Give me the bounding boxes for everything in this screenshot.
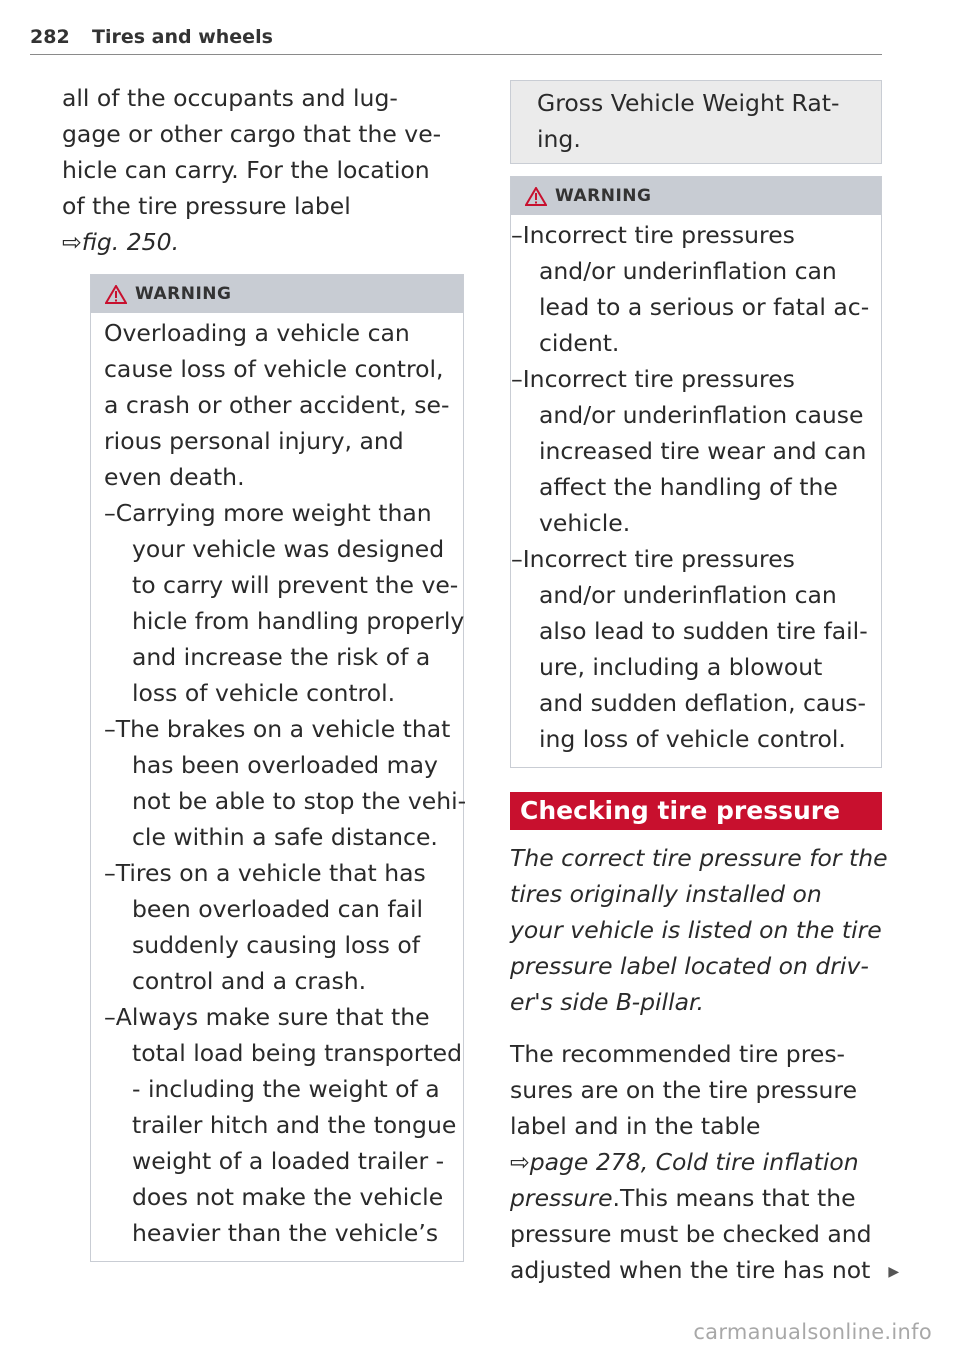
watermark: carmanualsonline.info bbox=[693, 1320, 932, 1344]
warning-bullet: –Incorrect tire pressures and/or underinflation cause increased tire wear and can affect the handling of the vehicle. bbox=[511, 365, 867, 537]
intro-paragraph: all of the occupants and lug- gage or other cargo that the ve- hicle can carry. For the location of the tire pressure label ⇨fig. 250. bbox=[62, 84, 442, 256]
warning-bullet: –The brakes on a vehicle that has been overloaded may not be able to stop the vehi- cle within a safe distance. bbox=[104, 715, 467, 851]
page-reference-link-cont[interactable]: pressure bbox=[510, 1184, 613, 1212]
warning-header bbox=[511, 177, 881, 215]
chapter-title: Tires and wheels bbox=[92, 26, 273, 48]
warning-bullet: –Always make sure that the total load being transported - including the weight of a trailer hitch and the tongue weight of a loaded trailer - does not make the vehicle heavier than the vehicle’s bbox=[104, 1003, 463, 1247]
warning-bullet: –Carrying more weight than your vehicle was designed to carry will prevent the ve- hicle from handling properly and increase the risk of a loss of vehicle control. bbox=[104, 499, 465, 707]
warning-label: WARNING bbox=[135, 284, 232, 304]
continue-arrow-icon: ▶ bbox=[888, 1263, 900, 1280]
warning-bullet: –Tires on a vehicle that has been overloaded can fail suddenly causing loss of control and a crash. bbox=[104, 859, 426, 995]
right-column bbox=[510, 80, 900, 1290]
warning-header bbox=[91, 275, 463, 313]
tire-pressure-warning-box bbox=[510, 176, 882, 768]
section-heading: Checking tire pressure bbox=[510, 792, 882, 830]
warning-bullet: –Incorrect tire pressures and/or underinflation can also lead to sudden tire fail- ure, including a blowout and sudden deflation, caus- ing loss of vehicle control. bbox=[511, 545, 868, 753]
warning-label: WARNING bbox=[555, 186, 652, 206]
page-number: 282 bbox=[30, 26, 70, 48]
definition-box: Gross Vehicle Weight Rat- ing. bbox=[510, 80, 882, 164]
warning-triangle-icon bbox=[105, 285, 127, 304]
warning-bullet: –Incorrect tire pressures and/or underinflation can lead to a serious or fatal ac- cident. bbox=[511, 221, 870, 357]
figure-reference-link[interactable]: ⇨fig. 250. bbox=[62, 228, 180, 256]
left-column bbox=[62, 80, 467, 1262]
overloading-warning-box bbox=[90, 274, 467, 1262]
page-header bbox=[30, 24, 882, 55]
warning-body: Overloading a vehicle can cause loss of vehicle control, a crash or other accident, se- rious personal injury, and even death. –Carrying more weight than your vehicle was designed to carry will prevent the ve- hicle from handling properly and increase the risk of a loss of vehicle control. –The brakes on a vehicle that has been overloaded may not be able to stop the vehi- cle within a safe distance. –Tires on a vehicle that has been overloaded can fail suddenly causing loss of control and a crash. –Always make sure that the total load being transported - including the weight of a trailer hitch and the tongue weight of a loaded trailer - does not make the vehicle heavier than the vehicle’s bbox=[91, 313, 463, 1261]
page-reference-link[interactable]: ⇨page 278, Cold tire inflation bbox=[510, 1148, 859, 1176]
warning-triangle-icon bbox=[525, 187, 547, 206]
warning-body bbox=[511, 215, 881, 767]
body-paragraph: The recommended tire pres- sures are on the tire pressure label and in the table ⇨page 278, Cold tire inflation pressure.This means that the pressure must be checked and adjusted when the tire has not ▶ bbox=[510, 1040, 900, 1284]
section-intro: The correct tire pressure for the tires originally installed on your vehicle is listed on the tire pressure label located on driv- er's side B-pillar. bbox=[510, 844, 888, 1016]
